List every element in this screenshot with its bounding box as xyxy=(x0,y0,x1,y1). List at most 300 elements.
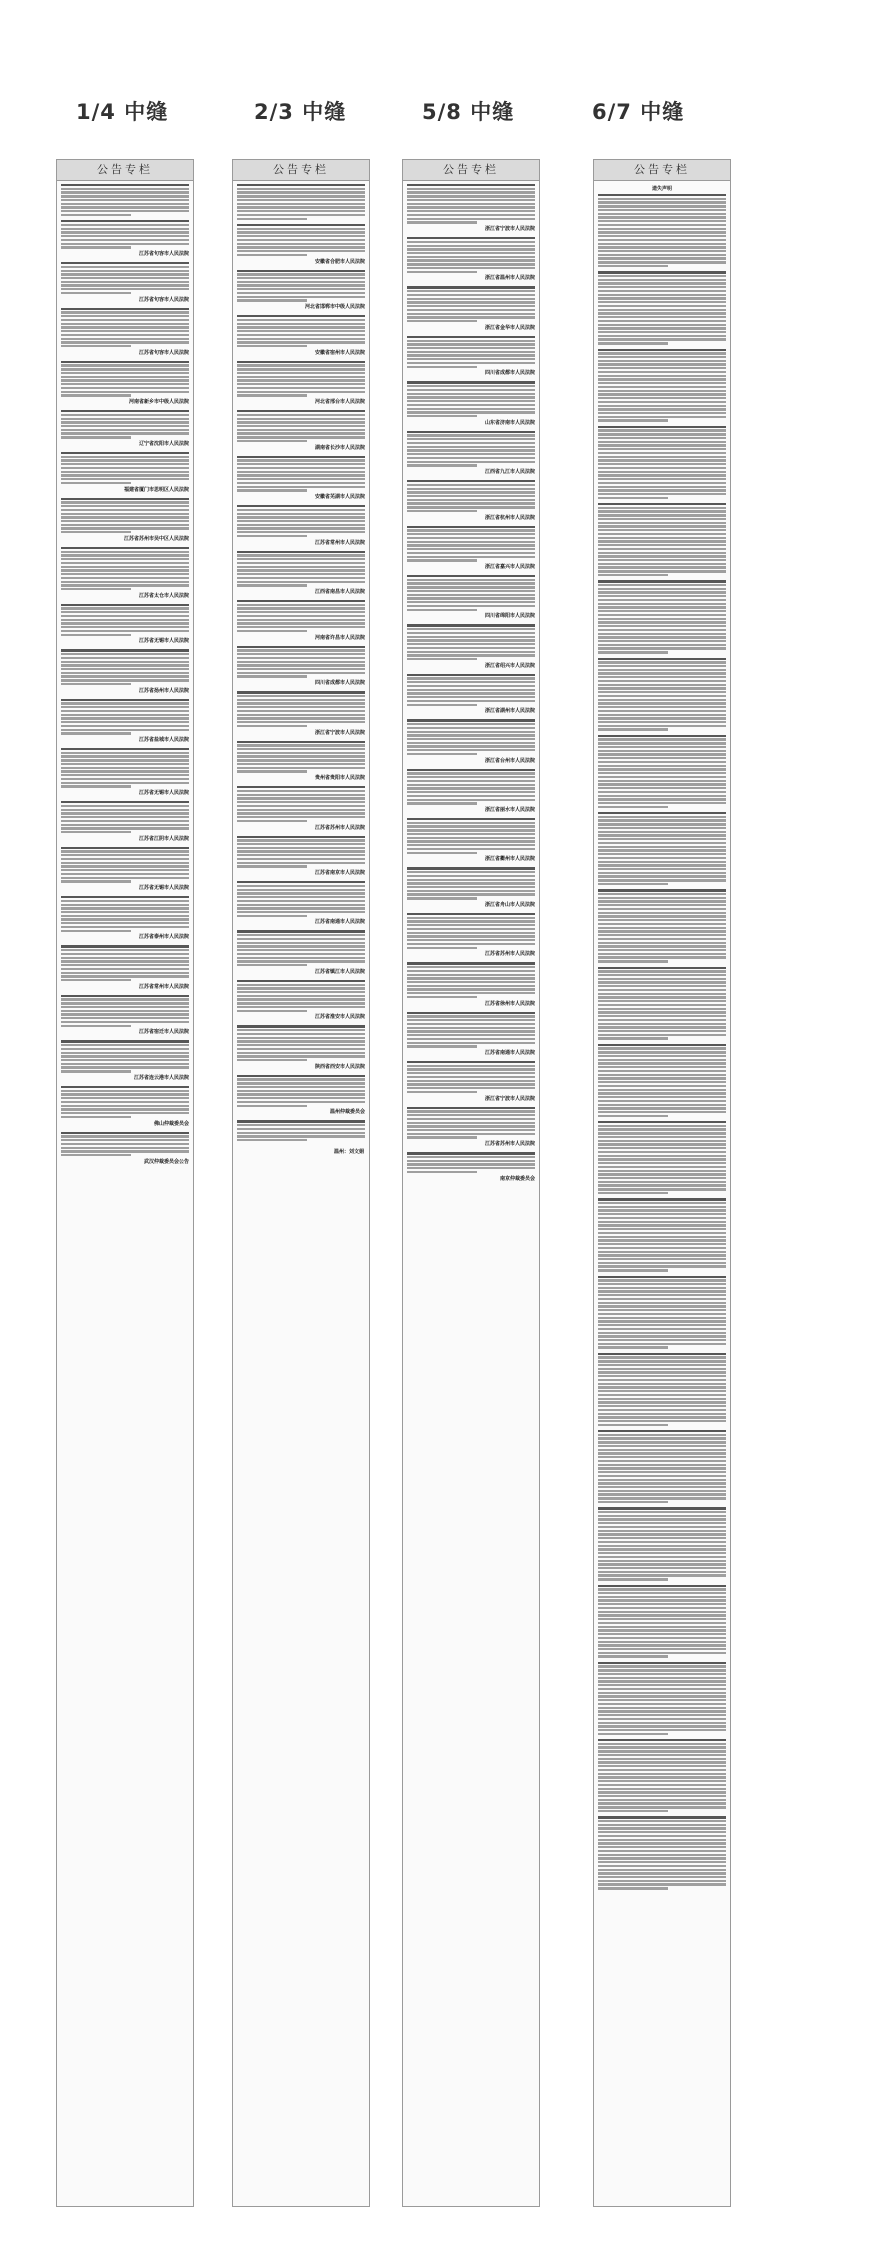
issuing-court: 河南省新乡市中级人民法院 xyxy=(128,399,189,406)
text-line xyxy=(237,270,365,272)
text-line xyxy=(598,1324,726,1326)
text-line xyxy=(598,879,726,881)
text-line xyxy=(237,368,365,370)
notice-entry xyxy=(237,456,365,501)
text-line xyxy=(598,1780,726,1782)
notice-column-4 xyxy=(593,159,731,2207)
text-line xyxy=(407,431,535,433)
text-line xyxy=(407,544,535,546)
text-line xyxy=(407,636,535,638)
text-line xyxy=(237,1078,365,1080)
text-line xyxy=(61,524,189,526)
text-line xyxy=(407,780,535,782)
text-line xyxy=(407,491,535,493)
text-line xyxy=(237,691,365,693)
text-line xyxy=(237,577,365,579)
text-line xyxy=(598,868,726,870)
text-line xyxy=(61,429,189,431)
text-line xyxy=(407,1156,535,1158)
text-line xyxy=(61,770,189,772)
text-line xyxy=(237,566,365,568)
column-footer: 温州：刘文娟 xyxy=(333,1149,364,1156)
text-line xyxy=(61,246,131,248)
text-line xyxy=(237,847,365,849)
text-line xyxy=(237,1128,365,1130)
text-line xyxy=(407,727,535,729)
text-line xyxy=(407,484,535,486)
text-line xyxy=(61,436,131,438)
issuing-court: 河南省许昌市人民法院 xyxy=(314,634,365,641)
text-line xyxy=(407,939,535,941)
text-line xyxy=(407,935,535,937)
text-line xyxy=(407,393,535,395)
text-line xyxy=(237,839,365,841)
text-line xyxy=(237,551,365,553)
text-line xyxy=(237,558,365,560)
text-line xyxy=(61,243,189,245)
text-line xyxy=(237,383,365,385)
text-line xyxy=(598,1213,726,1215)
text-line xyxy=(598,1066,726,1068)
issuing-court: 江西省九江市人民法院 xyxy=(484,469,535,476)
text-line xyxy=(407,358,535,360)
text-line xyxy=(61,953,189,955)
text-line xyxy=(61,847,189,849)
issuing-court: 浙江省宁波市人民法院 xyxy=(484,226,535,233)
text-line xyxy=(61,907,189,909)
text-line xyxy=(407,974,535,976)
text-line xyxy=(598,1276,726,1278)
text-line xyxy=(407,263,535,265)
text-line xyxy=(407,457,535,459)
text-line xyxy=(598,282,726,284)
notice-entry xyxy=(237,786,365,831)
text-line xyxy=(61,1101,189,1103)
text-line xyxy=(598,1633,726,1635)
text-line xyxy=(407,1015,535,1017)
text-line xyxy=(598,1074,726,1076)
text-line xyxy=(598,533,726,535)
text-line xyxy=(407,1080,535,1082)
text-line xyxy=(598,853,726,855)
text-line xyxy=(598,250,726,252)
text-line xyxy=(598,335,726,337)
notice-entry xyxy=(407,1012,535,1057)
text-line xyxy=(598,574,668,576)
text-line xyxy=(598,1379,726,1381)
text-line xyxy=(598,1328,726,1330)
text-line xyxy=(598,324,726,326)
text-line xyxy=(598,1059,726,1061)
text-line xyxy=(61,862,189,864)
text-line xyxy=(598,676,726,678)
text-line xyxy=(407,753,477,755)
text-line xyxy=(598,1437,726,1439)
text-line xyxy=(61,877,189,879)
text-line xyxy=(407,252,535,254)
text-line xyxy=(61,345,131,347)
text-line xyxy=(237,619,365,621)
issuing-court: 浙江省温州市人民法院 xyxy=(484,275,535,282)
text-line xyxy=(407,890,535,892)
text-line xyxy=(598,1761,726,1763)
text-line xyxy=(598,522,726,524)
text-line xyxy=(237,364,365,366)
text-line xyxy=(407,734,535,736)
notice-entry xyxy=(61,262,189,304)
text-line xyxy=(61,729,189,731)
text-line xyxy=(598,503,726,505)
text-line xyxy=(598,1413,726,1415)
text-line xyxy=(407,1012,535,1014)
text-line xyxy=(237,604,365,606)
text-line xyxy=(598,1188,726,1190)
notice-entry xyxy=(598,1430,726,1503)
text-line xyxy=(407,681,535,683)
text-line xyxy=(237,699,365,701)
text-line xyxy=(61,1021,189,1023)
text-line xyxy=(598,904,726,906)
text-line xyxy=(61,195,189,197)
text-line xyxy=(407,731,535,733)
text-line xyxy=(598,1497,726,1499)
text-line xyxy=(598,1000,726,1002)
text-line xyxy=(407,643,535,645)
issuing-court: 江苏省徐州市人民法院 xyxy=(484,1000,535,1007)
issuing-court: 江苏省苏州市人民法院 xyxy=(484,951,535,958)
text-line xyxy=(598,1247,726,1249)
text-line xyxy=(598,1827,726,1829)
issuing-court: 贵州省贵阳市人民法院 xyxy=(314,775,365,782)
text-line xyxy=(407,1171,477,1173)
notice-entry xyxy=(237,270,365,312)
text-line xyxy=(598,861,726,863)
text-line xyxy=(598,1353,726,1355)
text-line xyxy=(237,1132,365,1134)
text-line xyxy=(61,1105,189,1107)
text-line xyxy=(598,1004,726,1006)
text-line xyxy=(598,254,726,256)
text-line xyxy=(598,367,726,369)
text-line xyxy=(598,371,726,373)
text-line xyxy=(61,622,189,624)
text-line xyxy=(237,622,365,624)
text-line xyxy=(598,989,726,991)
text-line xyxy=(598,1030,726,1032)
notice-entry xyxy=(61,748,189,797)
text-line xyxy=(407,871,535,873)
text-line xyxy=(407,340,535,342)
text-line xyxy=(407,1023,535,1025)
text-line xyxy=(61,188,189,190)
text-line xyxy=(61,911,189,913)
text-line xyxy=(598,1107,726,1109)
text-line xyxy=(237,535,307,537)
text-line xyxy=(598,1202,726,1204)
text-line xyxy=(407,769,535,771)
notice-entry xyxy=(237,646,365,688)
text-line xyxy=(598,938,726,940)
text-line xyxy=(61,869,189,871)
text-line xyxy=(61,918,189,920)
notice-entry xyxy=(237,930,365,975)
text-line xyxy=(598,629,726,631)
issuing-court: 江苏省苏州市人民法院 xyxy=(484,1141,535,1148)
text-line xyxy=(407,745,535,747)
text-line xyxy=(61,1017,189,1019)
text-line xyxy=(598,742,726,744)
text-line xyxy=(61,562,189,564)
text-line xyxy=(598,834,726,836)
text-line xyxy=(598,1776,726,1778)
text-line xyxy=(61,1097,189,1099)
text-line xyxy=(407,920,535,922)
text-line xyxy=(237,292,365,294)
text-line xyxy=(237,960,365,962)
text-line xyxy=(598,497,668,499)
text-line xyxy=(237,334,365,336)
text-line xyxy=(598,1409,726,1411)
text-line xyxy=(407,241,535,243)
text-line xyxy=(237,584,307,586)
text-line xyxy=(407,647,535,649)
text-line xyxy=(598,426,726,428)
text-line xyxy=(407,434,535,436)
text-line xyxy=(407,943,535,945)
text-line xyxy=(598,1614,726,1616)
text-line xyxy=(598,872,726,874)
text-line xyxy=(598,518,726,520)
text-line xyxy=(237,235,365,237)
text-line xyxy=(407,791,535,793)
text-line xyxy=(61,292,131,294)
notice-entry xyxy=(598,967,726,1040)
text-line xyxy=(237,191,365,193)
text-line xyxy=(598,900,726,902)
notice-entry xyxy=(598,1662,726,1735)
text-line xyxy=(237,436,365,438)
text-line xyxy=(598,1806,726,1808)
text-line xyxy=(407,305,535,307)
text-line xyxy=(598,448,726,450)
text-line xyxy=(598,1541,726,1543)
text-line xyxy=(598,1298,726,1300)
text-line xyxy=(598,772,726,774)
text-line xyxy=(237,1097,365,1099)
issuing-court: 江苏省无锡市人民法院 xyxy=(138,790,189,797)
text-line xyxy=(407,818,535,820)
text-line xyxy=(237,911,365,913)
text-line xyxy=(598,437,726,439)
text-line xyxy=(407,784,535,786)
text-line xyxy=(598,1501,668,1503)
text-line xyxy=(598,1637,726,1639)
text-line xyxy=(407,271,477,273)
text-line xyxy=(61,569,189,571)
text-line xyxy=(61,210,189,212)
text-line xyxy=(237,664,365,666)
text-line xyxy=(407,829,535,831)
issuing-court: 江苏省句容市人民法院 xyxy=(138,251,189,258)
text-line xyxy=(598,827,726,829)
text-line xyxy=(237,273,365,275)
issuing-court: 浙江省嘉兴市人民法院 xyxy=(484,564,535,571)
text-line xyxy=(61,421,189,423)
text-line xyxy=(237,646,365,648)
text-line xyxy=(61,1108,189,1110)
text-line xyxy=(407,1152,535,1154)
text-line xyxy=(61,191,189,193)
text-line xyxy=(237,516,365,518)
text-line xyxy=(598,1070,726,1072)
text-line xyxy=(237,425,365,427)
text-line xyxy=(598,525,726,527)
issuing-court: 江苏省镇江市人民法院 xyxy=(314,968,365,975)
text-line xyxy=(61,501,189,503)
text-line xyxy=(407,290,535,292)
text-line xyxy=(407,221,477,223)
text-line xyxy=(61,330,189,332)
notice-entry xyxy=(61,452,189,494)
text-line xyxy=(61,566,189,568)
text-line xyxy=(61,968,189,970)
text-line xyxy=(598,1416,726,1418)
text-line xyxy=(237,520,365,522)
text-line xyxy=(598,795,726,797)
text-line xyxy=(407,966,535,968)
text-line xyxy=(598,687,726,689)
notice-entry xyxy=(598,1585,726,1658)
text-line xyxy=(598,614,726,616)
text-line xyxy=(61,368,189,370)
text-line xyxy=(598,1111,726,1113)
text-line xyxy=(61,516,189,518)
text-line xyxy=(598,644,726,646)
issuing-court: 浙江省丽水市人民法院 xyxy=(484,807,535,813)
text-line xyxy=(598,1011,726,1013)
text-line xyxy=(237,759,365,761)
text-line xyxy=(598,1880,726,1882)
text-line xyxy=(61,231,189,233)
notice-entry xyxy=(598,658,726,731)
text-line xyxy=(407,499,535,501)
text-line xyxy=(598,1313,726,1315)
text-line xyxy=(598,1062,726,1064)
text-line xyxy=(598,1155,726,1157)
issuing-court: 江苏省句容市人民法院 xyxy=(138,296,189,303)
text-line xyxy=(237,767,365,769)
text-line xyxy=(598,433,726,435)
text-line xyxy=(237,554,365,556)
text-line xyxy=(237,467,365,469)
text-line xyxy=(598,1680,726,1682)
text-line xyxy=(598,1652,726,1654)
text-line xyxy=(61,1063,189,1065)
text-line xyxy=(61,904,189,906)
text-line xyxy=(407,742,535,744)
text-line xyxy=(61,824,189,826)
text-line xyxy=(598,1147,726,1149)
text-line xyxy=(407,1118,535,1120)
text-line xyxy=(61,498,189,500)
text-line xyxy=(237,1093,365,1095)
text-line xyxy=(407,1129,535,1131)
text-line xyxy=(237,421,365,423)
notice-entry xyxy=(61,847,189,892)
text-line xyxy=(598,945,726,947)
text-line xyxy=(598,1486,726,1488)
text-line xyxy=(598,397,726,399)
text-line xyxy=(407,559,477,561)
text-line xyxy=(407,582,535,584)
text-line xyxy=(598,1548,726,1550)
issuing-court: 武汉仲裁委员会公告 xyxy=(143,1158,189,1165)
issuing-court: 浙江省宁波市人民法院 xyxy=(484,1095,535,1102)
text-line xyxy=(237,938,365,940)
text-line xyxy=(407,897,477,899)
text-line xyxy=(61,664,189,666)
text-line xyxy=(598,1618,726,1620)
text-line xyxy=(237,513,365,515)
text-line xyxy=(598,1824,726,1826)
text-line xyxy=(598,316,726,318)
text-line xyxy=(598,231,726,233)
text-line xyxy=(598,669,726,671)
text-line xyxy=(407,415,477,417)
text-line xyxy=(598,1456,726,1458)
text-line xyxy=(61,683,131,685)
text-line xyxy=(598,257,726,259)
text-line xyxy=(598,452,726,454)
text-line xyxy=(598,949,726,951)
text-line xyxy=(61,391,189,393)
text-line xyxy=(407,977,535,979)
text-line xyxy=(237,1124,365,1126)
text-line xyxy=(237,790,365,792)
text-line xyxy=(407,1038,535,1040)
text-line xyxy=(598,456,726,458)
text-line xyxy=(598,1872,726,1874)
text-line xyxy=(61,854,189,856)
text-line xyxy=(407,298,535,300)
text-line xyxy=(598,714,726,716)
text-line xyxy=(237,885,365,887)
text-line xyxy=(61,214,131,216)
text-line xyxy=(598,386,726,388)
text-line xyxy=(237,1055,365,1057)
text-line xyxy=(61,657,189,659)
text-line xyxy=(237,615,365,617)
text-line xyxy=(598,1441,726,1443)
text-line xyxy=(598,1217,726,1219)
text-line xyxy=(61,858,189,860)
text-line xyxy=(61,748,189,750)
text-line xyxy=(598,1037,668,1039)
text-line xyxy=(598,1339,726,1341)
text-line xyxy=(598,209,726,211)
text-line xyxy=(237,865,307,867)
text-line xyxy=(237,649,365,651)
text-line xyxy=(407,992,535,994)
text-line xyxy=(598,1254,726,1256)
notice-entry xyxy=(598,580,726,653)
text-line xyxy=(598,1831,726,1833)
notice-entry xyxy=(61,498,189,543)
text-line xyxy=(407,438,535,440)
text-line xyxy=(407,947,477,949)
text-line xyxy=(598,1356,726,1358)
text-line xyxy=(237,296,365,298)
